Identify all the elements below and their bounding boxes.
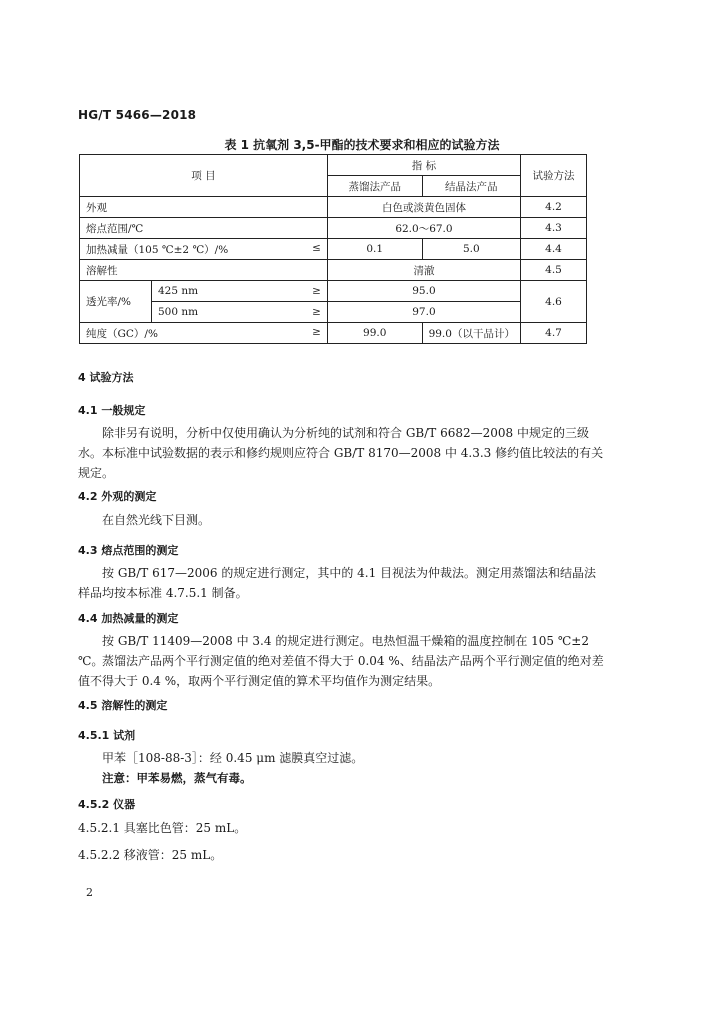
standard-code: HG/T 5466—2018: [78, 108, 197, 122]
row-method: 4.3: [521, 218, 587, 239]
limit-symbol: ≥: [312, 306, 321, 318]
row-label: 透光率/%: [80, 281, 152, 323]
paragraph: 按 GB/T 617—2006 的规定进行测定，其中的 4.1 目视法为仲裁法。测定用蒸馏法和结晶法样品均按本标准 4.7.5.1 制备。: [78, 566, 597, 600]
row-distill: 0.1: [327, 239, 422, 260]
row-method: 4.6: [521, 281, 587, 323]
section-heading-4-3: 4.3 熔点范围的测定: [78, 544, 179, 557]
table-row: [80, 239, 587, 260]
limit-symbol: ≥: [312, 285, 321, 297]
section-heading-4-1: 4.1 一般规定: [78, 404, 146, 417]
row-distill: 99.0: [327, 323, 422, 344]
row-value: 62.0～67.0: [327, 218, 520, 239]
row-label-cell: [80, 239, 328, 260]
row-value: 95.0: [327, 281, 520, 302]
safety-note: 注意：甲苯易燃，蒸气有毒。: [102, 771, 252, 785]
header-crystal: 结晶法产品: [422, 176, 520, 197]
clause-4-5-2-1: 4.5.2.1 具塞比色管：25 mL。: [78, 821, 247, 835]
wavelength-cell: [152, 281, 328, 302]
section-heading-4-5-1: 4.5.1 试剂: [78, 729, 136, 742]
row-method: 4.4: [521, 239, 587, 260]
header-index: 指 标: [327, 155, 520, 176]
header-distill: 蒸馏法产品: [327, 176, 422, 197]
row-label: 熔点范围/℃: [80, 218, 328, 239]
table-title: 表 1 抗氧剂 3,5-甲酯的技术要求和相应的试验方法: [224, 138, 500, 152]
row-value: 97.0: [327, 302, 520, 323]
paragraph: 甲苯［108-88-3］：经 0.45 μm 滤膜真空过滤。: [102, 751, 364, 765]
section-heading-4-5-2: 4.5.2 仪器: [78, 798, 136, 811]
section-heading-4-5: 4.5 溶解性的测定: [78, 699, 168, 712]
row-value: 白色或淡黄色固体: [327, 197, 520, 218]
page-number: 2: [86, 886, 93, 899]
header-item: 项 目: [80, 155, 328, 197]
row-label: 溶解性: [80, 260, 328, 281]
table-row: [80, 281, 587, 302]
section-heading-4: 4 试验方法: [78, 371, 134, 384]
row-label: 外观: [80, 197, 328, 218]
limit-symbol: ≥: [312, 325, 321, 338]
row-value: 清澈: [327, 260, 520, 281]
row-crystal: 99.0（以干品计）: [422, 323, 520, 344]
table-row: [80, 218, 587, 239]
wavelength-label: 425 nm: [158, 285, 199, 297]
section-heading-4-4: 4.4 加热减量的测定: [78, 612, 179, 625]
wavelength-cell: [152, 302, 328, 323]
row-method: 4.2: [521, 197, 587, 218]
row-crystal: 5.0: [422, 239, 520, 260]
table-row: [80, 323, 587, 344]
row-label: 纯度（GC）/%: [86, 327, 158, 340]
section-heading-4-2: 4.2 外观的测定: [78, 490, 157, 503]
paragraph: 本标准中试验数据的表示和修约规则应符合 GB/T 8170—2008 中 4.3.3 修约值比较法的有关规定。: [78, 446, 604, 480]
limit-symbol: ≤: [312, 241, 321, 254]
paragraph: 蒸馏法产品两个平行测定值的绝对差值不得大于 0.04 %、结晶法产品两个平行测定值的绝对差值不得大于 0.4 %，取两个平行测定值的算术平均值作为测定结果。: [78, 654, 604, 688]
row-label: 加热减量（105 ℃±2 ℃）/%: [86, 243, 229, 256]
row-method: 4.7: [521, 323, 587, 344]
paragraph: 在自然光线下目测。: [102, 513, 211, 527]
clause-4-5-2-2: 4.5.2.2 移液管：25 mL。: [78, 848, 223, 862]
paragraph: 除非另有说明，分析中仅使用确认为分析纯的试剂和符合 GB/T 6682—2008 中规定的三级水。: [78, 426, 589, 460]
header-method: 试验方法: [521, 155, 587, 197]
paragraph: 按 GB/T 11409—2008 中 3.4 的规定进行测定。电热恒温干燥箱的温度控制在 105 ℃±2 ℃。: [78, 634, 589, 668]
wavelength-label: 500 nm: [158, 306, 199, 318]
row-method: 4.5: [521, 260, 587, 281]
table-row: [80, 302, 587, 323]
row-label-cell: [80, 323, 328, 344]
table-row: [80, 197, 587, 218]
specification-table: [79, 154, 587, 344]
table-row: [80, 260, 587, 281]
